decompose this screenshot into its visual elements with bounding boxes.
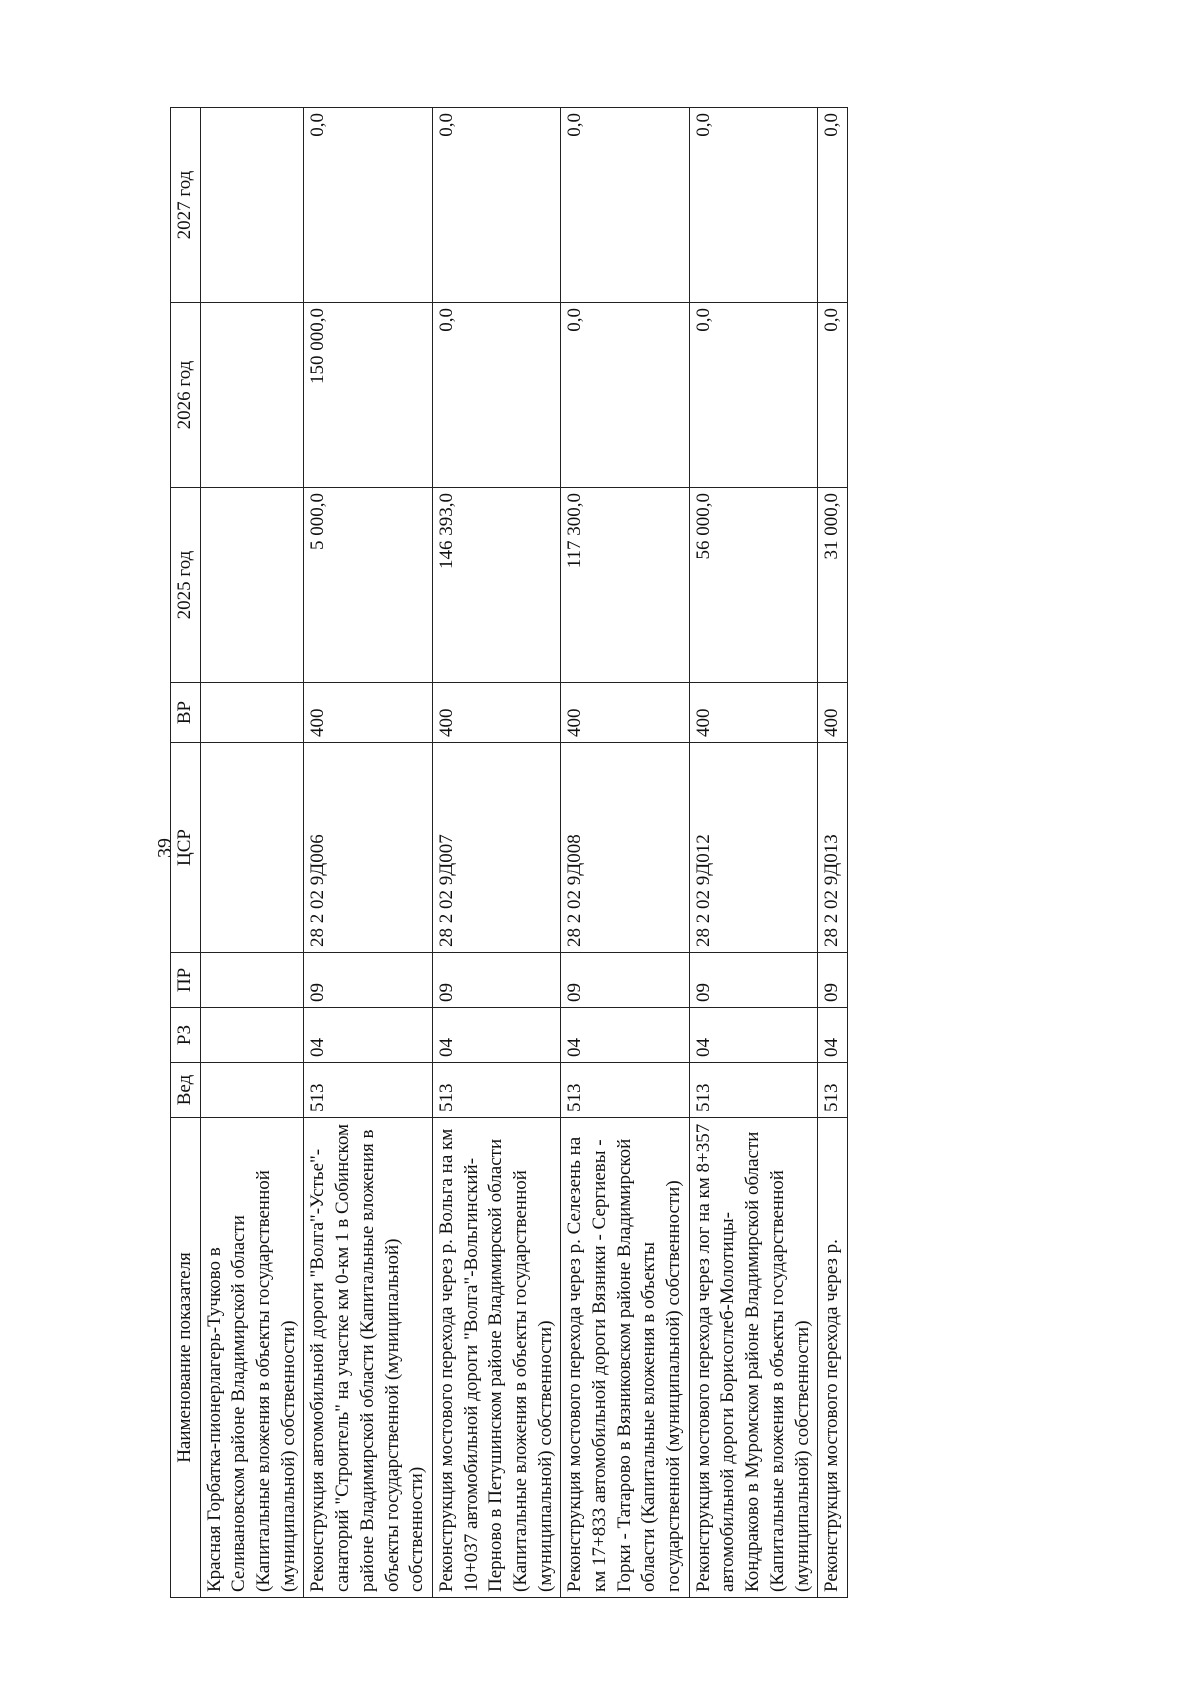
cell-2027 — [200, 108, 304, 303]
cell-2025: 117 300,0 — [561, 488, 689, 683]
cell-2025: 146 393,0 — [432, 488, 560, 683]
cell-2026: 0,0 — [689, 303, 817, 488]
cell-csr: 28 2 02 9Д008 — [561, 743, 689, 953]
cell-name: Реконструкция автомобильной дороги "Волга"-Устье"-санаторий "Строитель" на участке км 0-км 1 в Собинском районе Владимирской области (Капитальные вложения в объекты государственной (муниципальной) собственности) — [304, 1118, 432, 1598]
cell-ved: 513 — [432, 1063, 560, 1118]
cell-vr: 400 — [304, 683, 432, 743]
table-row — [432, 108, 560, 1598]
cell-pr: 09 — [561, 953, 689, 1008]
table-row — [200, 108, 304, 1598]
table-body — [200, 108, 847, 1598]
cell-2026 — [200, 303, 304, 488]
table-row — [818, 108, 848, 1598]
cell-rz: 04 — [561, 1008, 689, 1063]
cell-rz: 04 — [432, 1008, 560, 1063]
header-rz: РЗ — [171, 1008, 201, 1063]
budget-table-container — [170, 108, 1110, 1598]
cell-2027: 0,0 — [432, 108, 560, 303]
cell-csr — [200, 743, 304, 953]
table-row — [304, 108, 432, 1598]
cell-pr: 09 — [818, 953, 848, 1008]
header-2025: 2025 год — [171, 488, 201, 683]
page-number: 39 — [154, 838, 176, 858]
cell-vr: 400 — [432, 683, 560, 743]
cell-pr: 09 — [304, 953, 432, 1008]
cell-rz: 04 — [818, 1008, 848, 1063]
budget-table — [170, 107, 848, 1598]
cell-2026: 0,0 — [818, 303, 848, 488]
cell-csr: 28 2 02 9Д013 — [818, 743, 848, 953]
header-2026: 2026 год — [171, 303, 201, 488]
cell-2025: 56 000,0 — [689, 488, 817, 683]
cell-vr: 400 — [689, 683, 817, 743]
table-row — [561, 108, 689, 1598]
cell-2026: 0,0 — [432, 303, 560, 488]
cell-2025: 31 000,0 — [818, 488, 848, 683]
header-name: Наименование показателя — [171, 1118, 201, 1598]
cell-pr: 09 — [689, 953, 817, 1008]
cell-2027: 0,0 — [304, 108, 432, 303]
cell-csr: 28 2 02 9Д006 — [304, 743, 432, 953]
cell-2025: 5 000,0 — [304, 488, 432, 683]
cell-pr: 09 — [432, 953, 560, 1008]
cell-2026: 150 000,0 — [304, 303, 432, 488]
cell-csr: 28 2 02 9Д012 — [689, 743, 817, 953]
cell-name: Реконструкция мостового перехода через р. Селезень на км 17+833 автомобильной дороги Вязники - Сергиевы - Горки - Татарово в Вязниковском районе Владимирской области (Капитальные вложения в объекты государственной (муниципальной) собственности) — [561, 1118, 689, 1598]
cell-rz — [200, 1008, 304, 1063]
cell-rz: 04 — [304, 1008, 432, 1063]
cell-rz: 04 — [689, 1008, 817, 1063]
cell-2027: 0,0 — [689, 108, 817, 303]
cell-2027: 0,0 — [818, 108, 848, 303]
cell-ved — [200, 1063, 304, 1118]
table-row — [689, 108, 817, 1598]
header-csr: ЦСР — [171, 743, 201, 953]
cell-vr: 400 — [818, 683, 848, 743]
cell-vr: 400 — [561, 683, 689, 743]
header-ved: Вед — [171, 1063, 201, 1118]
cell-name: Красная Горбатка-пионерлагерь-Тучково в Селивановском районе Владимирской области (Капитальные вложения в объекты государственной (муниципальной) собственности) — [200, 1118, 304, 1598]
cell-csr: 28 2 02 9Д007 — [432, 743, 560, 953]
cell-2026: 0,0 — [561, 303, 689, 488]
cell-2025 — [200, 488, 304, 683]
cell-ved: 513 — [561, 1063, 689, 1118]
header-row — [171, 108, 201, 1598]
cell-vr — [200, 683, 304, 743]
cell-pr — [200, 953, 304, 1008]
header-vr: ВР — [171, 683, 201, 743]
cell-ved: 513 — [818, 1063, 848, 1118]
table-header — [171, 108, 201, 1598]
cell-name: Реконструкция мостового перехода через р. — [818, 1118, 848, 1598]
cell-name: Реконструкция мостового перехода через р. Вольга на км 10+037 автомобильной дороги "Волга"-Вольгинский-Перново в Петушинском районе Владимирской области (Капитальные вложения в объекты государственной (муниципальной) собственности) — [432, 1118, 560, 1598]
header-2027: 2027 год — [171, 108, 201, 303]
cell-name: Реконструкция мостового перехода через лог на км 8+357 автомобильной дороги Борисоглеб-Молотицы-Кондраково в Муромском районе Владимирской области (Капитальные вложения в объекты государственной (муниципальной) собственности) — [689, 1118, 817, 1598]
header-pr: ПР — [171, 953, 201, 1008]
cell-ved: 513 — [304, 1063, 432, 1118]
cell-2027: 0,0 — [561, 108, 689, 303]
cell-ved: 513 — [689, 1063, 817, 1118]
